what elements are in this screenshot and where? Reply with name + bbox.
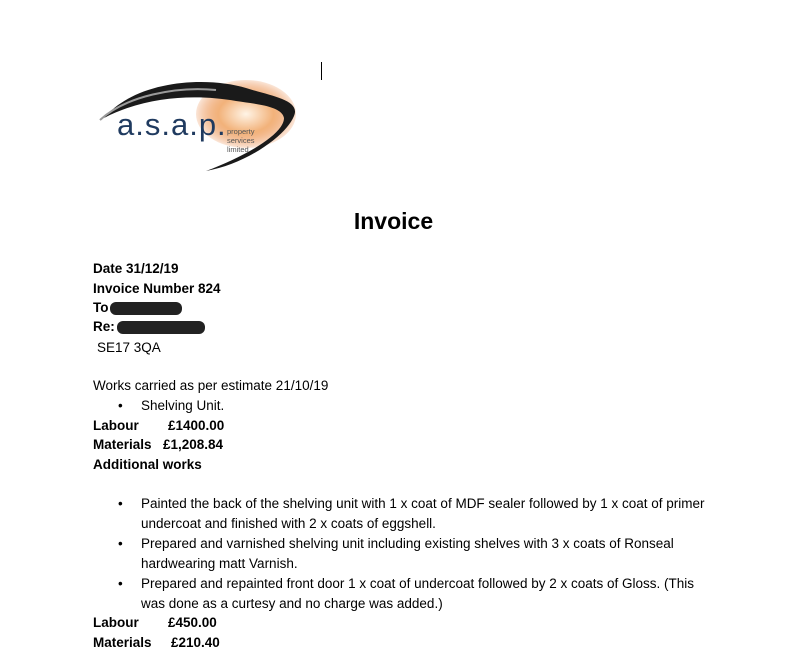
additional-item-3: • Prepared and repainted front door 1 x coat of undercoat followed by 2 x coats of Gloss. (This was done as a curtesy and no charge was added.) [118,576,695,611]
bullet-icon: • [118,398,123,413]
invoice-title: Invoice [353,208,434,234]
redacted-recipient [110,302,182,315]
bullet-icon: • [118,576,123,591]
bullet-icon: • [118,496,123,511]
logo-tagline: property services limited [227,127,255,154]
works-list-item: • Shelving Unit. [118,398,225,413]
reference-line [93,319,205,334]
additional-item-2: • Prepared and varnished shelving unit including existing shelves with 3 x coats of Ronseal hardwearing matt Varnish. [118,536,674,571]
works-intro: Works carried as per estimate 21/10/19 [93,378,329,393]
logo-wordmark: a.s.a.p. [117,107,227,142]
materials-line-2: Materials £210.40 [93,635,220,650]
labour-line-2: Labour £450.00 [93,615,217,630]
invoice-number: Invoice Number 824 [93,281,221,296]
to-label: To [93,300,109,315]
redacted-address [117,321,205,334]
additional-works-heading: Additional works [93,457,202,472]
materials-line-1: Materials £1,208.84 [93,437,224,452]
invoice-date: Date 31/12/19 [93,261,179,276]
recipient-line [93,300,182,315]
text-cursor [321,62,322,80]
labour-line-1: Labour £1400.00 [93,418,225,433]
additional-item-1: • Painted the back of the shelving unit with 1 x coat of MDF sealer followed by 1 x coat of primer undercoat and finished with 2 x coats of eggshell. [118,496,705,531]
re-label: Re: [93,319,115,334]
postcode: SE17 3QA [97,340,161,355]
bullet-icon: • [118,536,123,551]
